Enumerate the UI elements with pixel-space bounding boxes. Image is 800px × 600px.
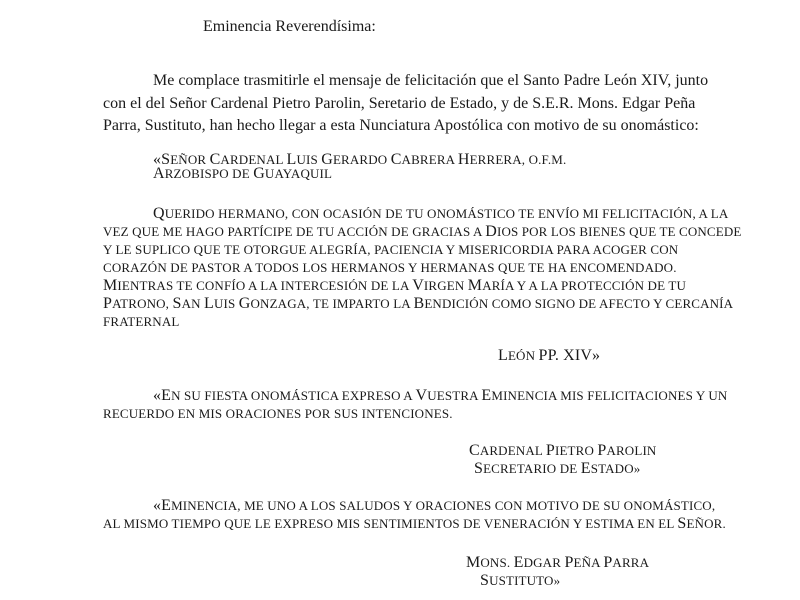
pope-signature: LEÓN PP. XIV»	[498, 347, 601, 364]
pope-body-line: VEZ QUE ME HAGO PARTÍCIPE DE TU ACCIÓN DE GRACIAS A DIOS POR LOS BIENES QUE TE CONCEDE	[103, 223, 742, 240]
parolin-body-line: «EN SU FIESTA ONOMÁSTICA EXPRESO A VUESTRA EMINENCIA MIS FELICITACIONES Y UN	[153, 387, 728, 404]
pope-body-line: FRATERNAL	[103, 314, 180, 329]
parolin-body-line: RECUERDO EN MIS ORACIONES POR SUS INTENCIONES.	[103, 406, 453, 421]
pena-signature-title: SUSTITUTO»	[480, 572, 561, 589]
pope-body-line: QUERIDO HERMANO, CON OCASIÓN DE TU ONOMÁSTICO TE ENVÍO MI FELICITACIÓN, A LA	[153, 205, 729, 222]
intro-line-2: con el del Señor Cardenal Pietro Parolin, Seretario de Estado, y de S.E.R. Mons. Edgar Peña	[103, 95, 696, 112]
parolin-signature-name: CARDENAL PIETRO PAROLIN	[469, 442, 657, 459]
pope-addressee-line-2: ARZOBISPO DE GUAYAQUIL	[153, 165, 333, 182]
intro-line-3: Parra, Sustituto, han hecho llegar a esta Nunciatura Apostólica con motivo de su onomástico:	[103, 117, 699, 134]
salutation: Eminencia Reverendísima:	[203, 18, 376, 35]
pope-body-line: CORAZÓN DE PASTOR A TODOS LOS HERMANOS Y HERMANAS QUE TE HA ENCOMENDADO.	[103, 260, 677, 275]
pope-body-line: Y LE SUPLICO QUE TE OTORGUE ALEGRÍA, PACIENCIA Y MISERICORDIA PARA ACOGER CON	[103, 242, 679, 257]
pena-signature-name: MONS. EDGAR PEÑA PARRA	[466, 554, 650, 571]
pena-body-line: «EMINENCIA, ME UNO A LOS SALUDOS Y ORACIONES CON MOTIVO DE SU ONOMÁSTICO,	[153, 497, 716, 514]
parolin-signature-title: SECRETARIO DE ESTADO»	[474, 460, 641, 477]
pope-body-line: PATRONO, SAN LUIS GONZAGA, TE IMPARTO LA BENDICIÓN COMO SIGNO DE AFECTO Y CERCANÍA	[103, 295, 734, 312]
pena-body-line: AL MISMO TIEMPO QUE LE EXPRESO MIS SENTIMIENTOS DE VENERACIÓN Y ESTIMA EN EL SEÑOR.	[103, 515, 726, 532]
pope-addressee-line-1: «SEÑOR CARDENAL LUIS GERARDO CABRERA HERRERA, O.F.M.	[153, 151, 567, 168]
pope-body-line: MIENTRAS TE CONFÍO A LA INTERCESIÓN DE LA VIRGEN MARÍA Y A LA PROTECCIÓN DE TU	[103, 277, 686, 294]
intro-line-1: Me complace trasmitirle el mensaje de felicitación que el Santo Padre León XIV, junto	[153, 72, 709, 89]
